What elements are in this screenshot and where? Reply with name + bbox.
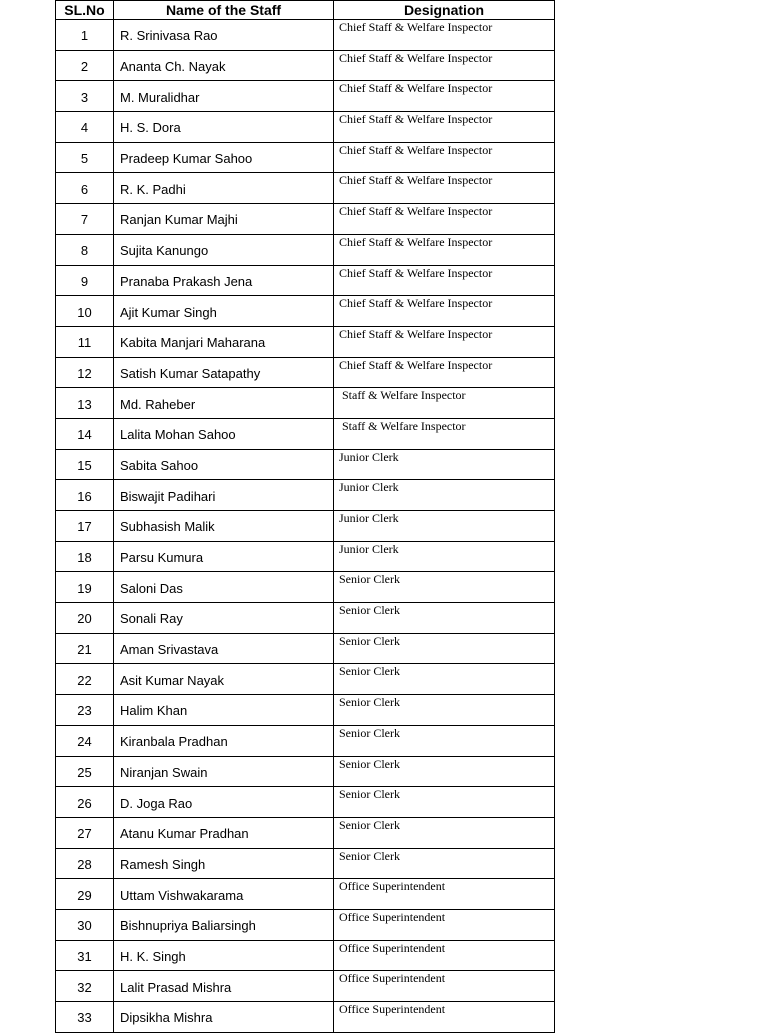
designation-cell: Senior Clerk	[334, 572, 555, 603]
table-row	[56, 603, 555, 634]
table-row	[56, 296, 555, 327]
staff-name-cell: Dipsikha Mishra	[114, 1002, 334, 1033]
table-row	[56, 971, 555, 1002]
designation-cell: Office Superintendent	[334, 940, 555, 971]
table-row	[56, 112, 555, 143]
staff-name-cell: Ananta Ch. Nayak	[114, 50, 334, 81]
staff-name-cell: Uttam Vishwakarama	[114, 879, 334, 910]
serial-number-cell: 31	[56, 940, 114, 971]
staff-name-cell: Lalit Prasad Mishra	[114, 971, 334, 1002]
staff-name-cell: Ajit Kumar Singh	[114, 296, 334, 327]
designation-cell: Chief Staff & Welfare Inspector	[334, 81, 555, 112]
serial-number-cell: 29	[56, 879, 114, 910]
designation-cell: Senior Clerk	[334, 725, 555, 756]
table-body	[56, 20, 555, 1033]
serial-number-cell: 23	[56, 695, 114, 726]
staff-name-cell: R. Srinivasa Rao	[114, 20, 334, 51]
serial-number-cell: 30	[56, 909, 114, 940]
designation-cell: Senior Clerk	[334, 603, 555, 634]
staff-name-cell: Aman Srivastava	[114, 633, 334, 664]
designation-cell: Chief Staff & Welfare Inspector	[334, 357, 555, 388]
serial-number-cell: 32	[56, 971, 114, 1002]
serial-number-cell: 14	[56, 418, 114, 449]
table-header-row	[56, 1, 555, 20]
serial-number-cell: 12	[56, 357, 114, 388]
staff-name-cell: Halim Khan	[114, 695, 334, 726]
table-row	[56, 848, 555, 879]
staff-name-cell: Asit Kumar Nayak	[114, 664, 334, 695]
staff-name-cell: Niranjan Swain	[114, 756, 334, 787]
serial-number-cell: 2	[56, 50, 114, 81]
staff-name-cell: Bishnupriya Baliarsingh	[114, 909, 334, 940]
serial-number-cell: 22	[56, 664, 114, 695]
table-row	[56, 940, 555, 971]
staff-name-cell: Sonali Ray	[114, 603, 334, 634]
table-row	[56, 511, 555, 542]
serial-number-cell: 28	[56, 848, 114, 879]
serial-number-cell: 3	[56, 81, 114, 112]
serial-number-cell: 26	[56, 787, 114, 818]
serial-number-cell: 19	[56, 572, 114, 603]
serial-number-cell: 33	[56, 1002, 114, 1033]
staff-name-cell: Ramesh Singh	[114, 848, 334, 879]
staff-name-cell: H. K. Singh	[114, 940, 334, 971]
serial-number-cell: 11	[56, 326, 114, 357]
table-row	[56, 50, 555, 81]
staff-table	[55, 0, 555, 1033]
table-row	[56, 725, 555, 756]
serial-number-cell: 21	[56, 633, 114, 664]
designation-cell: Senior Clerk	[334, 848, 555, 879]
staff-name-cell: H. S. Dora	[114, 112, 334, 143]
table-row	[56, 234, 555, 265]
serial-number-cell: 16	[56, 480, 114, 511]
table-row	[56, 20, 555, 51]
staff-name-cell: Saloni Das	[114, 572, 334, 603]
designation-cell: Chief Staff & Welfare Inspector	[334, 50, 555, 81]
serial-number-cell: 6	[56, 173, 114, 204]
designation-cell: Chief Staff & Welfare Inspector	[334, 173, 555, 204]
table-row	[56, 81, 555, 112]
serial-number-cell: 13	[56, 388, 114, 419]
serial-number-cell: 15	[56, 449, 114, 480]
staff-name-cell: Md. Raheber	[114, 388, 334, 419]
table-row	[56, 664, 555, 695]
column-header-name: Name of the Staff	[114, 1, 334, 20]
designation-cell: Senior Clerk	[334, 633, 555, 664]
table-row	[56, 204, 555, 235]
designation-cell: Senior Clerk	[334, 817, 555, 848]
staff-name-cell: M. Muralidhar	[114, 81, 334, 112]
designation-cell: Senior Clerk	[334, 695, 555, 726]
staff-name-cell: R. K. Padhi	[114, 173, 334, 204]
serial-number-cell: 10	[56, 296, 114, 327]
table-row	[56, 695, 555, 726]
designation-cell: Senior Clerk	[334, 787, 555, 818]
serial-number-cell: 18	[56, 541, 114, 572]
table-row	[56, 879, 555, 910]
serial-number-cell: 5	[56, 142, 114, 173]
staff-name-cell: Pradeep Kumar Sahoo	[114, 142, 334, 173]
staff-name-cell: Pranaba Prakash Jena	[114, 265, 334, 296]
table-row	[56, 326, 555, 357]
serial-number-cell: 1	[56, 20, 114, 51]
table-row	[56, 572, 555, 603]
designation-cell: Junior Clerk	[334, 541, 555, 572]
table-row	[56, 418, 555, 449]
staff-name-cell: D. Joga Rao	[114, 787, 334, 818]
designation-cell: Chief Staff & Welfare Inspector	[334, 142, 555, 173]
serial-number-cell: 7	[56, 204, 114, 235]
column-header-designation: Designation	[334, 1, 555, 20]
designation-cell: Office Superintendent	[334, 909, 555, 940]
table-row	[56, 817, 555, 848]
designation-cell: Senior Clerk	[334, 756, 555, 787]
designation-cell: Junior Clerk	[334, 480, 555, 511]
staff-name-cell: Parsu Kumura	[114, 541, 334, 572]
designation-cell: Junior Clerk	[334, 449, 555, 480]
table-row	[56, 480, 555, 511]
serial-number-cell: 8	[56, 234, 114, 265]
table-row	[56, 388, 555, 419]
designation-cell: Senior Clerk	[334, 664, 555, 695]
serial-number-cell: 24	[56, 725, 114, 756]
column-header-sl-no: SL.No	[56, 1, 114, 20]
staff-name-cell: Kiranbala Pradhan	[114, 725, 334, 756]
designation-cell: Chief Staff & Welfare Inspector	[334, 265, 555, 296]
staff-name-cell: Ranjan Kumar Majhi	[114, 204, 334, 235]
serial-number-cell: 25	[56, 756, 114, 787]
table-row	[56, 787, 555, 818]
staff-name-cell: Sujita Kanungo	[114, 234, 334, 265]
serial-number-cell: 20	[56, 603, 114, 634]
staff-name-cell: Subhasish Malik	[114, 511, 334, 542]
table-row	[56, 142, 555, 173]
staff-name-cell: Biswajit Padihari	[114, 480, 334, 511]
serial-number-cell: 27	[56, 817, 114, 848]
table-row	[56, 909, 555, 940]
table-row	[56, 357, 555, 388]
designation-cell: Office Superintendent	[334, 879, 555, 910]
staff-name-cell: Sabita Sahoo	[114, 449, 334, 480]
table-row	[56, 449, 555, 480]
table-row	[56, 756, 555, 787]
table-row	[56, 265, 555, 296]
designation-cell: Staff & Welfare Inspector	[334, 388, 555, 419]
serial-number-cell: 4	[56, 112, 114, 143]
staff-name-cell: Kabita Manjari Maharana	[114, 326, 334, 357]
table-row	[56, 1002, 555, 1033]
staff-name-cell: Atanu Kumar Pradhan	[114, 817, 334, 848]
table-row	[56, 541, 555, 572]
designation-cell: Chief Staff & Welfare Inspector	[334, 204, 555, 235]
table-row	[56, 173, 555, 204]
table-row	[56, 633, 555, 664]
designation-cell: Chief Staff & Welfare Inspector	[334, 296, 555, 327]
designation-cell: Chief Staff & Welfare Inspector	[334, 326, 555, 357]
designation-cell: Chief Staff & Welfare Inspector	[334, 234, 555, 265]
staff-name-cell: Lalita Mohan Sahoo	[114, 418, 334, 449]
serial-number-cell: 17	[56, 511, 114, 542]
designation-cell: Office Superintendent	[334, 1002, 555, 1033]
designation-cell: Staff & Welfare Inspector	[334, 418, 555, 449]
serial-number-cell: 9	[56, 265, 114, 296]
staff-name-cell: Satish Kumar Satapathy	[114, 357, 334, 388]
designation-cell: Chief Staff & Welfare Inspector	[334, 20, 555, 51]
designation-cell: Junior Clerk	[334, 511, 555, 542]
designation-cell: Office Superintendent	[334, 971, 555, 1002]
designation-cell: Chief Staff & Welfare Inspector	[334, 112, 555, 143]
